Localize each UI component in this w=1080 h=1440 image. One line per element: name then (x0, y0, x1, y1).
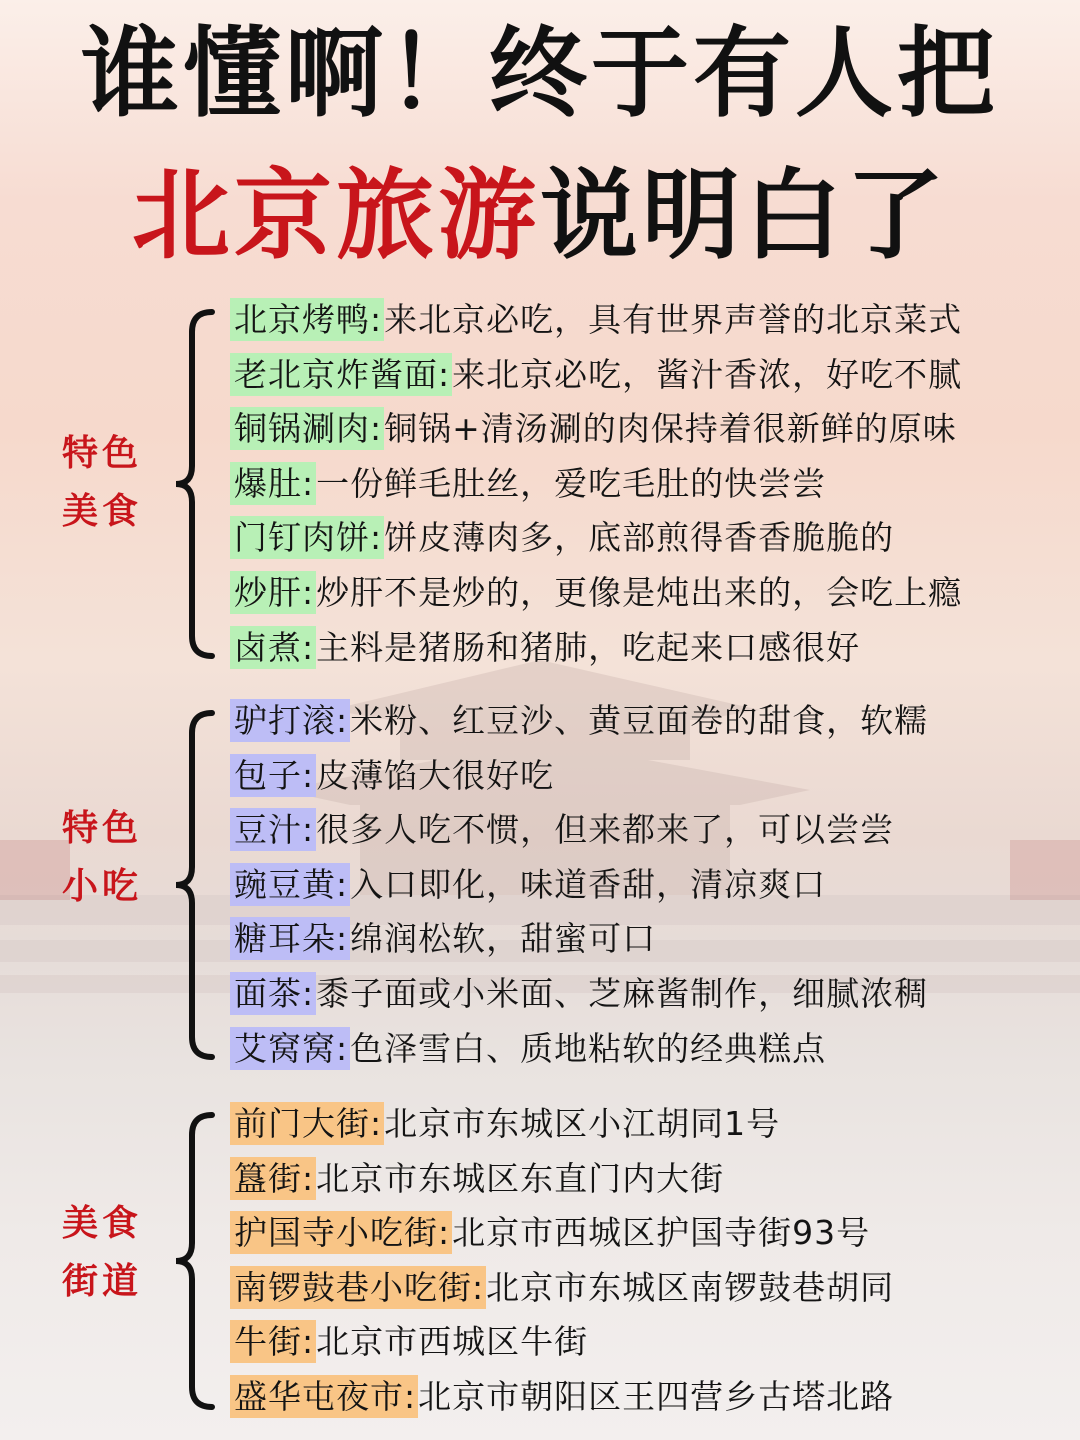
item-desc: 入口即化，味道香甜，清凉爽口 (350, 864, 827, 904)
item-desc: 主料是猪肠和猪肺，吃起来口感很好 (316, 627, 861, 667)
list-item (230, 566, 962, 621)
list-item (230, 1261, 894, 1316)
item-desc: 一份鲜毛肚丝，爱吃毛肚的快尝尝 (316, 463, 827, 503)
list-item (230, 348, 962, 403)
list-item (230, 1370, 894, 1425)
section-label-line1: 特色 (62, 808, 143, 849)
section-label-line1: 美食 (62, 1203, 143, 1244)
food-list (230, 293, 962, 675)
list-item (230, 1206, 894, 1261)
item-desc: 色泽雪白、质地粘软的经典糕点 (350, 1028, 827, 1068)
item-name: 艾窝窝: (230, 1027, 350, 1070)
item-desc: 铜锅+清汤涮的肉保持着很新鲜的原味 (384, 409, 957, 449)
item-name: 牛街: (230, 1320, 316, 1363)
list-item (230, 858, 928, 913)
item-desc: 北京市东城区东直门内大街 (316, 1158, 725, 1198)
title-highlight: 北京旅游 (131, 159, 540, 273)
list-item (230, 457, 962, 512)
item-desc: 北京市东城区小江胡同1号 (384, 1104, 781, 1143)
item-name: 北京烤鸭: (230, 298, 384, 341)
section-label-line2: 美食 (62, 491, 143, 532)
title-rest: 说明白了 (540, 159, 949, 273)
list-item (230, 402, 962, 457)
item-name: 南锣鼓巷小吃街: (230, 1266, 486, 1309)
item-desc: 皮薄馅大很好吃 (316, 755, 555, 795)
list-item (230, 1152, 894, 1207)
section-label (62, 425, 162, 541)
item-desc: 米粉、红豆沙、黄豆面卷的甜食，软糯 (350, 701, 929, 740)
brace-icon (172, 1111, 228, 1411)
item-name: 炒肝: (230, 571, 316, 614)
item-name: 门钉肉饼: (230, 516, 384, 559)
item-desc: 黍子面或小米面、芝麻酱制作，细腻浓稠 (316, 973, 929, 1013)
section-label (62, 1195, 162, 1311)
item-name: 前门大街: (230, 1102, 384, 1145)
section-specialty-snacks (0, 694, 1080, 1078)
item-desc: 北京市西城区护国寺街93号 (452, 1213, 871, 1253)
list-item (230, 293, 962, 348)
item-name: 豆汁: (230, 808, 316, 851)
item-name: 爆肚: (230, 462, 316, 505)
brace-icon (172, 709, 228, 1061)
item-desc: 炒肝不是炒的，更像是炖出来的，会吃上瘾 (316, 572, 963, 612)
section-specialty-food (0, 293, 1080, 677)
list-item (230, 694, 928, 749)
list-item (230, 803, 928, 858)
item-desc: 绵润松软，甜蜜可口 (350, 919, 657, 959)
item-name: 面茶: (230, 972, 316, 1015)
list-item (230, 912, 928, 967)
section-label-line2: 小吃 (62, 866, 143, 907)
item-name: 卤煮: (230, 626, 316, 669)
item-name: 糖耳朵: (230, 917, 350, 960)
brace-icon (172, 308, 228, 660)
item-name: 簋街: (230, 1157, 316, 1200)
item-name: 包子: (230, 754, 316, 797)
item-name: 豌豆黄: (230, 863, 350, 906)
section-food-streets (0, 1097, 1080, 1427)
item-desc: 饼皮薄肉多，底部煎得香香脆脆的 (384, 518, 895, 558)
page-title-line2 (0, 156, 1080, 276)
list-item (230, 1315, 894, 1370)
item-name: 护国寺小吃街: (230, 1211, 452, 1254)
item-desc: 很多人吃不惯，但来都来了，可以尝尝 (316, 810, 895, 850)
list-item (230, 1097, 894, 1152)
list-item (230, 511, 962, 566)
list-item (230, 621, 962, 676)
section-label-line2: 街道 (62, 1261, 143, 1302)
list-item (230, 967, 928, 1022)
street-list (230, 1097, 894, 1425)
page-title-line1: 谁懂啊！终于有人把 (80, 17, 999, 131)
list-item (230, 749, 928, 804)
item-desc: 来北京必吃，酱汁香浓，好吃不腻 (452, 354, 963, 394)
item-desc: 来北京必吃，具有世界声誉的北京菜式 (384, 300, 963, 339)
item-name: 铜锅涮肉: (230, 407, 384, 450)
item-desc: 北京市朝阳区王四营乡古塔北路 (418, 1376, 895, 1416)
item-desc: 北京市西城区牛街 (316, 1322, 589, 1362)
section-label-line1: 特色 (62, 433, 143, 474)
list-item (230, 1022, 928, 1077)
snack-list (230, 694, 928, 1076)
item-name: 驴打滚: (230, 699, 350, 742)
item-name: 老北京炸酱面: (230, 353, 452, 396)
item-desc: 北京市东城区南锣鼓巷胡同 (486, 1267, 895, 1307)
item-name: 盛华屯夜市: (230, 1375, 418, 1418)
section-label (62, 800, 162, 916)
